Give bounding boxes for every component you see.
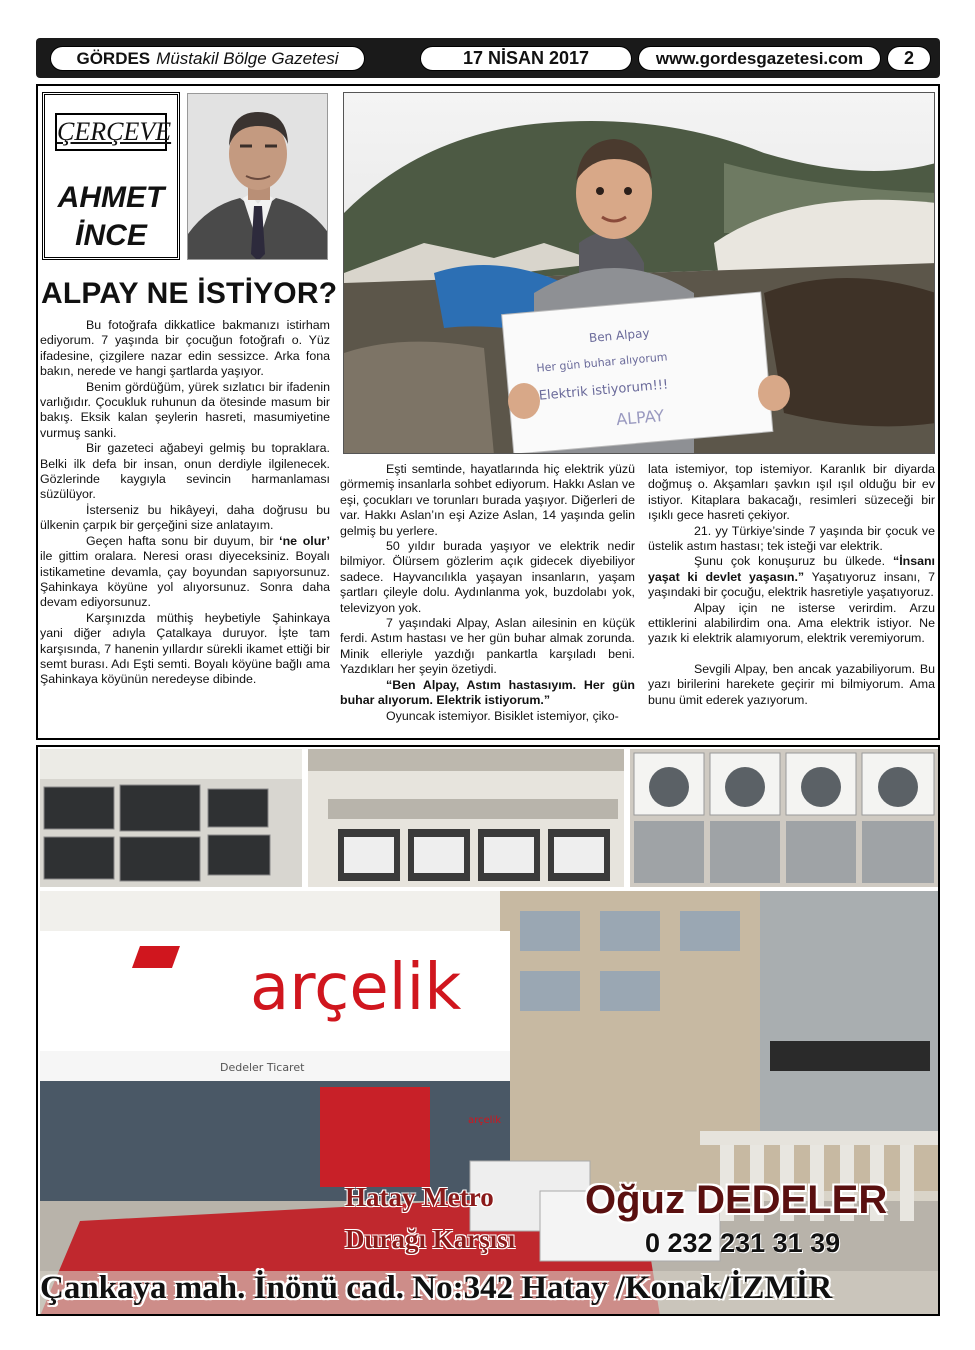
tv-display-photo: [40, 749, 302, 887]
ad-phone-number: 0 232 231 31 39: [645, 1228, 841, 1258]
paragraph: [40, 534, 330, 611]
oven-display-photo: [308, 749, 624, 887]
text-run: Geçen hafta sonu bir duyum, bir: [86, 533, 280, 548]
article-column-2: [340, 462, 635, 724]
article-photo: [343, 92, 935, 454]
ad-owner-name: Oğuz DEDELER: [585, 1178, 888, 1222]
paragraph: Karşınızda müthiş heybetiyle Şahinkaya yani diğer adıyla Çatalkaya duruyor. İşte tam karşısında, 7 hanenin yıllardır sürekli ikamet ettiği bir semt burası. Adı Eşti semti. Boyalı köyüne bağlı ama Şahinkaya köyünün neredeyse dibinde.: [40, 610, 330, 687]
photo-boy-with-sign: [344, 93, 935, 454]
website-pill: [638, 46, 881, 71]
author-first-name: AHMET: [57, 181, 165, 214]
sign-text-line: Ben Alpay: [588, 325, 651, 346]
paragraph: [648, 554, 935, 600]
portrait-image: [188, 94, 328, 260]
emphasis: ‘ne olur’: [279, 533, 330, 548]
page-number-pill: [887, 46, 931, 71]
paper-name: GÖRDES: [76, 48, 151, 68]
author-last-name: İNCE: [75, 219, 147, 252]
paragraph: [340, 678, 635, 709]
ad-address: Çankaya mah. İnönü cad. No:342 Hatay /Konak/İZMİR: [40, 1270, 833, 1306]
issue-date: 17 NİSAN 2017: [462, 48, 590, 68]
article-column-1: [40, 318, 330, 688]
washing-machine-photo: [630, 749, 938, 887]
page-number: 2: [903, 48, 914, 68]
paragraph: 7 yaşındaki Alpay, Aslan ailesinin en küçük ferdi. Astım hastası ve her gün buhar almak zorunda. Minik elleriyle yazdığı pankartla karşıladı beni. Yazdıkları her şeyin özetiydi.: [340, 616, 635, 677]
ad-photo-ovens: [308, 749, 624, 887]
store-sign-text: Dedeler Ticaret: [220, 1061, 305, 1074]
date-pill: [420, 46, 632, 71]
text-run: Şunu çok konuşuruz bu ülkede.: [694, 554, 893, 569]
article-headline: ALPAY NE İSTİYOR?: [41, 277, 338, 310]
column-section-name: ÇERÇEVE: [55, 113, 167, 151]
sign-text-line: ALPAY: [615, 405, 665, 430]
paragraph: İsterseniz bu hikâyeyi, daha doğrusu bu ülkenin çarpık bir gerçeğini size anlatayım.: [40, 502, 330, 533]
quote: “Ben Alpay, Astım hastasıyım. Her gün buhar alıyorum. Elektrik istiyorum.”: [340, 677, 635, 708]
paragraph: Bir gazeteci ağabeyi gelmiş bu topraklara. Belki ilk defa bir insan, onun derdiyle ilgilenecek. Gözlerinde kaygıyla sevincin harmanlaması süzülüyor.: [40, 441, 330, 502]
paper-name-pill: [50, 46, 365, 71]
paragraph: Sevgili Alpay, ben ancak yazabiliyorum. Bu yazı birilerini harekete geçirir mi bilmiyorum. Ama bunu ümit ederek yazıyorum.: [648, 661, 935, 707]
text-run: Yaşatıyoruz insanı, 7 yaşındaki bir çocuğu, elektrik hasretiyle yaşatıyoruz.: [648, 569, 935, 600]
ad-location-line-2: Durağı Karşısı: [345, 1224, 516, 1254]
author-portrait: [187, 93, 328, 260]
text-run: ile gittim oralara. Neresi orası diyeceksiniz. Boyalı istikametine devamla, çay boyundan sapıyorsunuz. Şahinkaya köyüne yol alıyorsunuz. Sonra daha devam ediyorsunuz.: [40, 549, 330, 610]
emphasis: “İnsanı yaşat ki devlet yaşasın.”: [648, 554, 935, 584]
website-link[interactable]: www.gordesgazetesi.com: [655, 48, 864, 68]
paragraph: lata istemiyor, top istemiyor. Karanlık bir diyarda doğmuş o. Akşamları şavkın ışıl ışıl olduğu bir ev istiyor. Kitaplara bakacağı, resimleri süzeceği bir ışıklı gece hasreti çekiyor.: [648, 462, 935, 523]
paragraph: Eşti semtinde, hayatlarında hiç elektrik yüzü görmemiş insanlarla sohbet ediyorum. Hakkı Aslan ve eşi, çocukları ve torunları burada yaşıyor. Diğerleri de var. Hakkı Aslan’ın eşi Azize Aslan, 14 yaşında gelin gelmiş bu yerlere.: [340, 462, 635, 538]
arcelik-logo-text: arçelik: [250, 951, 462, 1025]
paragraph: Alpay için ne isterse verirdim. Arzu ettiklerini alabilirdim ona. Ama elektrik istiyor. Ne yazık ki elektrik alamıyorum, elektrik veremiyorum.: [648, 600, 935, 646]
paragraph: Oyuncak istemiyor. Bisiklet istemiyor, çiko-: [386, 708, 619, 723]
spacer: [648, 647, 935, 662]
ad-photo-tv-wall: [40, 749, 302, 887]
shop-sign-text: arçelik: [468, 1115, 502, 1126]
sign-text-line: Elektrik istiyorum!!!: [538, 377, 669, 404]
paragraph: 50 yıldır burada yaşıyor ve elektrik nedir bilmiyor. Ölürsem gözlerim açık gidecek diyebiliyor sadece. Hayvancılıkla yaşayan insanların, yaşam şartları çileyle dolu. Aydınlanma yok, buzdolabı yok, televizyon yok.: [340, 539, 635, 615]
ad-location-line-1: Hatay Metro: [345, 1182, 494, 1212]
paragraph: 21. yy Türkiye’sinde 7 yaşında bir çocuk ve üstelik astım hastası; tek isteği var elektrik.: [648, 523, 935, 554]
article-column-3: [648, 462, 935, 708]
sign-text-line: Her gün buhar alıyorum: [535, 350, 668, 375]
paper-subtitle: Müstakil Bölge Gazetesi: [156, 48, 339, 68]
paragraph: Benim gördüğüm, yürek sızlatıcı bir ifadenin varlığıdır. Çocukluk ruhunun da ötesinde masum bir bakış. Eksik kalan şeylerin hasreti, masumiyetine vurmuş sanki.: [40, 379, 330, 440]
column-label-box: [42, 92, 180, 260]
paragraph: Bu fotoğrafa dikkatlice bakmanızı istirham ediyorum. 7 yaşında bir çocuğun fotoğrafı o. Yüz ifadesine, çizgilere nazar edin sessizce. Arka fona bakın, nerede ve hangi şartlarda yaşıyor.: [40, 318, 330, 379]
author-name: [45, 179, 177, 255]
ad-photo-washers: [630, 749, 938, 887]
